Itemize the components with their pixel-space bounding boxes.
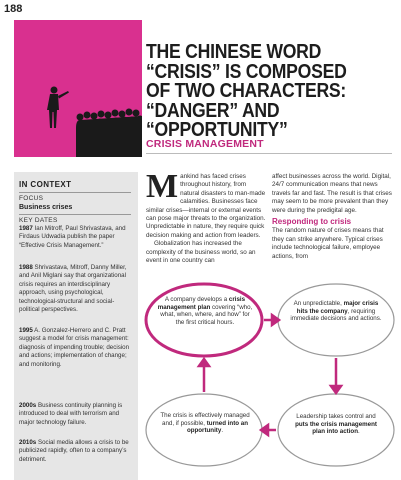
cycle-step-text: An unpredictable, xyxy=(293,300,344,307)
title-line: “OPPORTUNITY” xyxy=(146,118,288,141)
cycle-step-text: Leadership takes control and xyxy=(296,413,376,420)
cycle-step-bold: major crisis hits the company xyxy=(296,300,379,315)
key-date-text: Ian Mitroff, Paul Shrivastava, and Firdaus Udwadia publish the paper “Effective Crisis Management.” xyxy=(19,225,126,249)
arrow-down-head xyxy=(331,386,341,393)
key-date-year: 1988 xyxy=(19,264,33,271)
title-divider xyxy=(146,153,392,154)
body-paragraph: The random nature of crises means that they can strike anywhere. Typical crises include technological failure, employee actions, from xyxy=(272,227,384,260)
key-dates-label: KEY DATES xyxy=(19,217,58,224)
key-date-entry xyxy=(19,327,133,369)
cycle-step-bold: turned into an opportunity xyxy=(186,419,248,435)
cycle-step-text: A company develops a xyxy=(164,296,229,303)
section-heading: Responding to crisis xyxy=(272,217,352,227)
key-date-year: 2010s xyxy=(19,439,37,446)
dropcap: M xyxy=(146,168,179,205)
page-title xyxy=(146,42,361,140)
key-date-entry xyxy=(19,225,133,250)
body-column-2 xyxy=(272,173,394,261)
body-paragraph: ankind has faced crises throughout history, from natural disasters to man-made calamities. Businesses face similar crises—internal or external events can pose major threats to the organization. Unpredictable in nature, they require quick decision making and action from leaders. xyxy=(146,173,266,239)
body-column-1 xyxy=(146,168,266,265)
arrow-up-head xyxy=(199,359,209,366)
key-date-year: 2000s xyxy=(19,402,37,409)
cycle-step-bold: puts the crisis management plan into action xyxy=(295,420,377,436)
key-date-year: 1995 xyxy=(19,327,33,334)
cycle-step-text: The crisis is effectively managed and, if possible, xyxy=(160,412,250,427)
sidebar-divider xyxy=(19,192,131,193)
body-paragraph: affect businesses across the world. Digital, 24/7 communication means that news travels far and fast. The result is that crises may seem to be more prevalent than they were during the predigital age. xyxy=(272,173,392,214)
body-paragraph: Globalization has increased the complexity of the business world, so an event in one country can xyxy=(146,240,256,265)
page-subtitle: CRISIS MANAGEMENT xyxy=(146,138,264,150)
key-date-text: Social media allows a crisis to be publicized rapidly, often to a company’s detriment. xyxy=(19,439,129,463)
title-line: “CRISIS” IS COMPOSED xyxy=(146,59,347,83)
title-line: OF TWO CHARACTERS: xyxy=(146,79,347,102)
focus-label: FOCUS xyxy=(19,195,44,202)
key-date-text: A. Gonzalez-Herrero and C. Pratt suggest a model for crisis management: diagnosis of impending trouble; decision and actions; implementation of change; and monitoring. xyxy=(19,327,130,368)
key-date-year: 1987 xyxy=(19,225,33,232)
cycle-step-bold: crisis management plan xyxy=(157,296,246,311)
cycle-step-text: . xyxy=(357,428,360,436)
key-date-text: Shrivastava, Mitroff, Danny Miller, and Anil Miglani say that organizational crisis requires an interdisciplinary approach, using psychological, technological-structural and social-political perspectives. xyxy=(19,264,127,314)
cycle-step-plan xyxy=(156,296,254,326)
cycle-step-opportunity xyxy=(160,412,250,435)
page-number: 188 xyxy=(4,3,23,15)
key-date-entry xyxy=(19,402,133,427)
key-date-text: Business continuity planning is introduced to deal with terrorism and major technology failure. xyxy=(19,402,123,426)
cycle-step-leadership xyxy=(290,413,382,436)
cycle-step-text: , requiring immediate decisions and actions. xyxy=(290,307,382,323)
cycle-step-text: . xyxy=(221,427,224,435)
title-line: THE CHINESE WORD xyxy=(146,40,322,63)
cycle-step-crisis-hits xyxy=(290,300,382,323)
title-illustration xyxy=(14,20,142,157)
key-date-entry xyxy=(19,264,133,314)
key-date-entry xyxy=(19,439,133,464)
cycle-step-text: covering “who, what, when, where, and how” for the first critical hours. xyxy=(160,303,253,326)
sidebar-heading: IN CONTEXT xyxy=(19,180,72,189)
focus-value: Business crises xyxy=(19,204,73,211)
sidebar-divider xyxy=(19,214,131,215)
title-line: “DANGER” AND xyxy=(146,98,280,122)
crowd-illustration xyxy=(14,20,142,157)
